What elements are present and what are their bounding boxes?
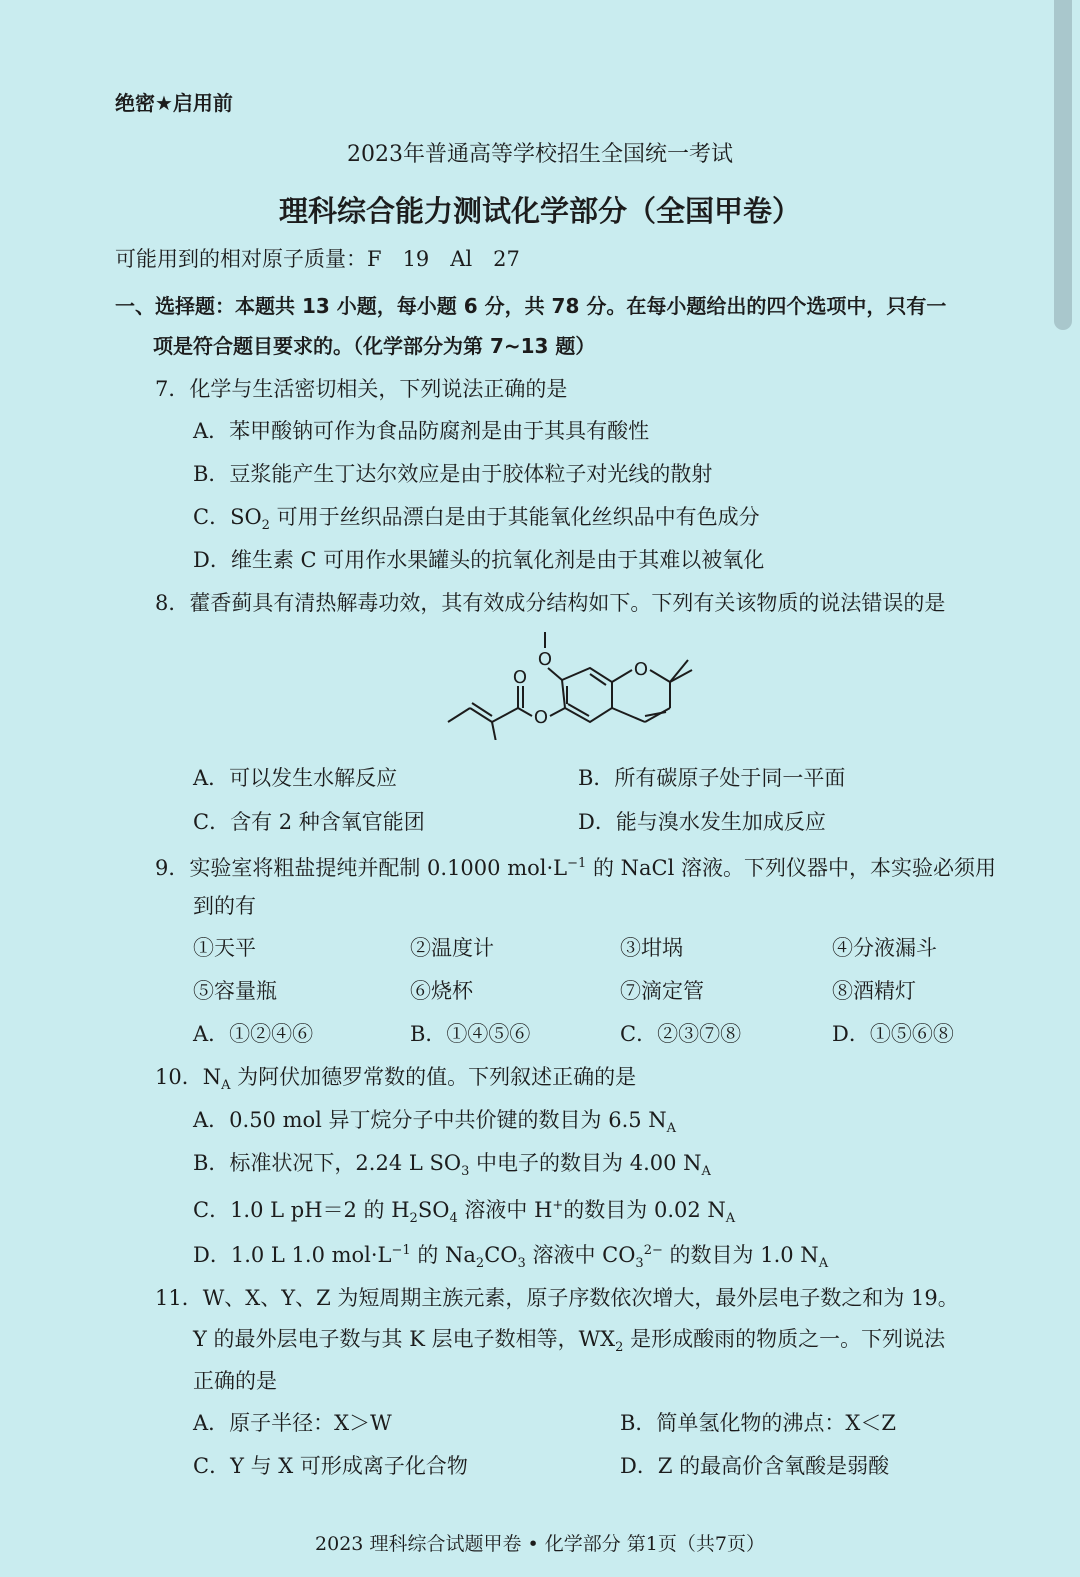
double-bond (472, 703, 492, 716)
question-7-option-b: B．豆浆能产生丁达尔效应是由于胶体粒子对光线的散射 (193, 462, 713, 486)
question-8-option-b: B．所有碳原子处于同一平面 (578, 766, 846, 790)
question-11-option-d: D．Z 的最高价含氧酸是弱酸 (620, 1454, 890, 1478)
atom-label: O (512, 667, 528, 688)
paper-title: 理科综合能力测试化学部分（全国甲卷） (278, 194, 801, 228)
question-11-option-b: B．简单氢化物的沸点：X＜Z (620, 1411, 896, 1435)
instrument-3: ③坩埚 (620, 936, 683, 960)
question-7-option-d: D．维生素 C 可用作水果罐头的抗氧化剂是由于其难以被氧化 (193, 548, 765, 572)
methyl-bond (670, 670, 692, 682)
exam-title: 2023年普通高等学校招生全国统一考试 (347, 142, 733, 167)
question-11-stem-line2: Y 的最外层电子数与其 K 层电子数相等，$WX_2$ 是形成酸雨的物质之一。下列说法 (193, 1327, 946, 1356)
instrument-1: ①天平 (193, 936, 256, 960)
molecule-structure (440, 630, 710, 740)
atom-label: O (533, 707, 549, 728)
question-11-stem-line1: 11．W、X、Y、Z 为短周期主族元素，原子序数依次增大，最外层电子数之和为 19。 (155, 1286, 959, 1310)
question-10-option-c: C．1.0 L pH＝2 的 $H_2SO_4$ 溶液中 H+的数目为 0.02 $N_A$ (193, 1198, 736, 1227)
atom-label: O (633, 659, 649, 680)
question-9-stem: 9．实验室将粗盐提纯并配制 0.1000 $mol\cdot L^{-1}$ 的 NaCl 溶液。下列仪器中，本实验必须用 (155, 856, 996, 880)
bond (518, 708, 532, 716)
instrument-7: ⑦滴定管 (620, 979, 704, 1003)
instrument-5: ⑤容量瓶 (193, 979, 277, 1003)
bond (492, 708, 518, 722)
page-footer: 2023 理科综合试题甲卷 • 化学部分 第1页（共7页） (315, 1533, 765, 1555)
instrument-2: ②温度计 (410, 936, 494, 960)
question-7-option-c: C．$SO_2$ 可用于丝织品漂白是由于其能氧化丝织品中有色成分 (193, 505, 760, 534)
bond (612, 670, 632, 682)
question-8-option-d: D．能与溴水发生加成反应 (578, 810, 826, 834)
question-11-option-c: C．Y 与 X 可形成离子化合物 (193, 1454, 468, 1478)
confidential-label: 绝密★启用前 (115, 91, 233, 115)
atom-label: O (537, 649, 553, 670)
question-7-stem: 7．化学与生活密切相关，下列说法正确的是 (155, 377, 568, 401)
question-9-stem-line2: 到的有 (193, 894, 256, 918)
question-10-stem: 10．$N_A$ 为阿伏加德罗常数的值。下列叙述正确的是 (155, 1065, 637, 1094)
methyl-bond (492, 722, 496, 740)
question-11-stem-line3: 正确的是 (193, 1369, 277, 1393)
question-11-option-a: A．原子半径：X＞W (193, 1411, 392, 1435)
question-10-option-d: D．1.0 L 1.0 $mol\cdot L^{-1}$ 的 $Na_2CO_3$ 溶液中 $CO_3^{2-}$ 的数目为 1.0 $N_A$ (193, 1243, 829, 1272)
section-instructions-line2: 项是符合题目要求的。（化学部分为第 7~13 题） (153, 334, 596, 358)
question-9-option-d: D．①⑤⑥⑧ (832, 1022, 954, 1046)
question-8-stem: 8．藿香蓟具有清热解毒功效，其有效成分结构如下。下列有关该物质的说法错误的是 (155, 591, 946, 615)
question-9-option-c: C．②③⑦⑧ (620, 1022, 742, 1046)
atomic-mass-line: 可能用到的相对原子质量：F 19 Al 27 (115, 247, 520, 271)
bond (650, 670, 670, 682)
section-instructions-line1: 一、选择题：本题共 13 小题，每小题 6 分，共 78 分。在每小题给出的四个选项中，只有一 (115, 294, 947, 318)
bond (612, 708, 645, 722)
question-8-option-c: C．含有 2 种含氧官能团 (193, 810, 425, 834)
methyl-bond (670, 660, 688, 682)
question-8-option-a: A．可以发生水解反应 (193, 766, 398, 790)
question-10-option-b: B．标准状况下，2.24 L $SO_3$ 中电子的数目为 4.00 $N_A$ (193, 1151, 711, 1180)
question-9-option-a: A．①②④⑥ (193, 1022, 314, 1046)
bond (550, 708, 565, 716)
instrument-6: ⑥烧杯 (410, 979, 473, 1003)
double-bond (568, 704, 589, 716)
instrument-8: ⑧酒精灯 (832, 979, 916, 1003)
instrument-4: ④分液漏斗 (832, 936, 937, 960)
question-10-option-a: A．0.50 mol 异丁烷分子中共价键的数目为 6.5 $N_A$ (193, 1108, 677, 1137)
question-7-option-a: A．苯甲酸钠可作为食品防腐剂是由于其具有酸性 (193, 419, 650, 443)
question-9-option-b: B．①④⑤⑥ (410, 1022, 531, 1046)
bond (448, 708, 470, 722)
